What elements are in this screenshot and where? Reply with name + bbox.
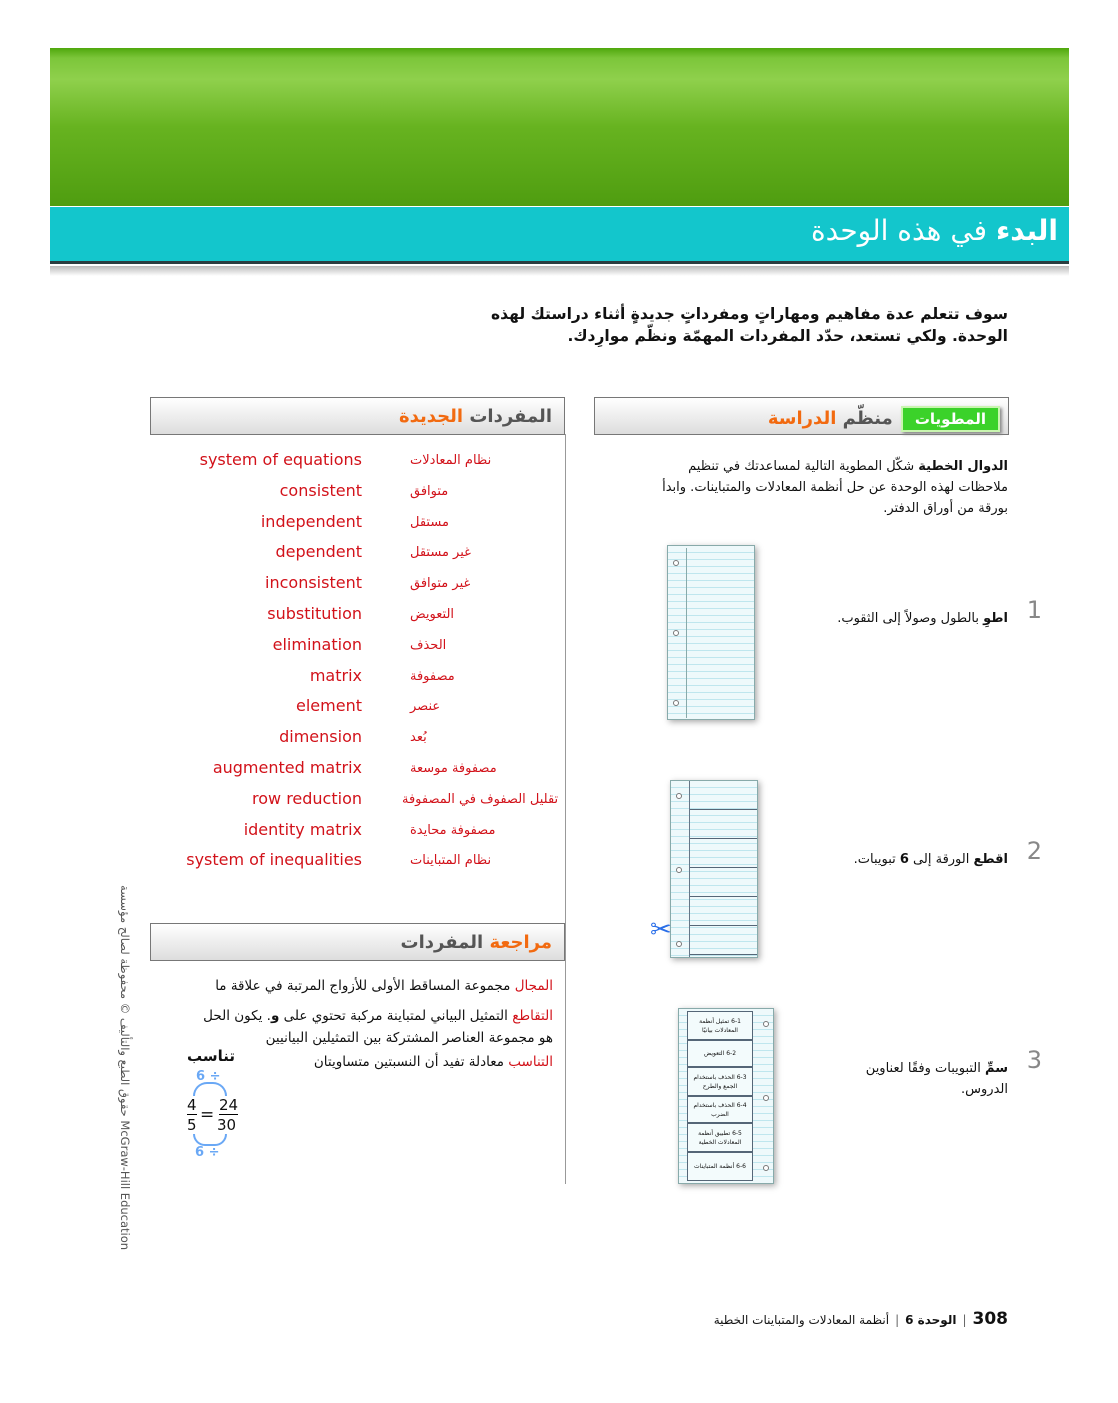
vocab-term-en: element <box>296 696 362 716</box>
vocab-term-ar: التعويض <box>410 607 455 622</box>
cut-paper-illustration <box>670 780 758 958</box>
vocab-term-en: dependent <box>275 542 362 562</box>
vocab-term-en: row reduction <box>252 788 362 808</box>
vocab-term-ar: تقليل الصفوف في المصفوفة <box>402 791 559 807</box>
vocab-term-en: system of equations <box>199 450 362 469</box>
review-item-proportion <box>314 1051 553 1073</box>
vocab-term-en: substitution <box>267 604 362 623</box>
vocab-term-en: augmented matrix <box>212 758 362 777</box>
scissors-icon: ✂ <box>650 915 672 945</box>
hole <box>676 867 682 873</box>
labeled-paper-illustration <box>678 1008 774 1184</box>
step-text: التبويبات وفقًا لعناوين الدروس. <box>865 1061 1008 1097</box>
vocab-title-accent: الجديدة <box>398 406 464 427</box>
tab-label: 6-3 الحذف باستخدام الجمع والطرح <box>687 1067 753 1096</box>
vocab-review-header <box>150 923 565 961</box>
vocab-term-en: identity matrix <box>243 819 362 839</box>
top-arrow-icon <box>193 1082 227 1096</box>
tab-label: 6-6 أنظمة المتباينات <box>687 1152 753 1181</box>
numerator-1: 4 <box>187 1096 197 1114</box>
divider <box>565 434 566 1184</box>
equals-sign: = <box>200 1105 215 1125</box>
hole <box>763 1021 769 1027</box>
vocab-term-en: consistent <box>279 480 362 500</box>
proportion-example <box>185 1068 255 1163</box>
hole <box>676 941 682 947</box>
vocab-term-ar: غير متوافق <box>410 576 471 592</box>
vocab-term-en: elimination <box>272 634 362 654</box>
foldables-badge: المطويات <box>901 406 1000 432</box>
review-term: التناسب <box>508 1054 553 1070</box>
bottom-operation: 6 ÷ <box>195 1145 220 1160</box>
separator: | <box>895 1313 900 1327</box>
intro-text: سوف تتعلم عدة مفاهيم ومهاراتٍ ومفرداتٍ جديدةٍ أثناء دراستك لهذه الوحدة. ولكي تستعد، حدّد المفردات المهمّة ونظّم موارِدك. <box>491 305 1008 345</box>
review-title-accent: مراجعة <box>489 932 552 953</box>
hole <box>763 1165 769 1171</box>
vocab-term-ar: غير مستقل <box>410 545 471 561</box>
step-number: 3 <box>1026 1046 1042 1074</box>
review-definition: معادلة تفيد أن النسبتين متساويتان <box>313 1054 509 1070</box>
page-title <box>811 214 1058 247</box>
vocab-term-ar: الحذف <box>410 637 447 653</box>
vocab-term-en: inconsistent <box>265 573 362 593</box>
vocab-term-ar: مصفوفة موسعة <box>410 761 497 776</box>
numerator-2: 24 <box>219 1096 239 1114</box>
organizer-title: منظّم <box>842 408 893 429</box>
page-number: 308 <box>972 1309 1008 1329</box>
step-text-2: تبويبات. <box>853 852 900 867</box>
step-2 <box>828 837 1042 870</box>
new-vocab-header <box>150 397 565 435</box>
tab-label: 6-4 الحذف باستخدام الضرب <box>687 1096 753 1123</box>
hole <box>676 793 682 799</box>
denominator-2: 30 <box>217 1116 237 1134</box>
example-label: تناسب <box>187 1047 236 1065</box>
vocab-term-ar: نظام المتباينات <box>410 853 492 869</box>
separator: | <box>962 1313 967 1327</box>
step-count: 6 <box>899 852 909 867</box>
hole <box>673 630 679 636</box>
folded-paper-illustration <box>667 545 755 720</box>
desc-text: شكّل المطوية التالية لمساعدتك في تنظيم ملاحظات لهذه الوحدة عن حل أنظمة المعادلات والمتباينات. وابدأ بورقة من أوراق الدفتر. <box>662 459 1008 516</box>
organizer-title-accent: الدراسة <box>767 408 837 429</box>
step-verb: اقطع <box>973 852 1008 867</box>
step-3 <box>828 1046 1042 1100</box>
fold-edge <box>686 548 752 718</box>
vocab-term-en: dimension <box>279 727 362 747</box>
vocab-term-ar: مصفوفة <box>410 668 455 684</box>
step-number: 2 <box>1026 837 1042 865</box>
vocab-term-ar: بُعد <box>410 730 427 746</box>
vocab-title: المفردات <box>469 406 552 427</box>
copyright-side-text: حقوق الطبع والتأليف © محفوظة لصالح مؤسسة McGraw-Hill Education <box>118 885 132 1251</box>
tab-label: 6-2 التعويض <box>687 1040 753 1067</box>
header-green-band <box>50 48 1069 206</box>
vocab-term-en: matrix <box>309 665 362 685</box>
tab-label: 6-5 تطبيق أنظمة المعادلات الخطية <box>687 1123 753 1152</box>
title-rest: في هذه الوحدة <box>810 214 996 247</box>
vocab-term-ar: مستقل <box>410 514 449 530</box>
review-item-intersection <box>203 1005 553 1049</box>
step-verb: سمِّ <box>985 1061 1008 1076</box>
step-1 <box>828 596 1042 629</box>
review-definition-2: . يكون الحل <box>203 1008 271 1024</box>
vocab-term-en: independent <box>260 511 362 531</box>
vocab-term-ar: مصفوفة محايدة <box>410 822 496 838</box>
denominator-1: 5 <box>187 1116 197 1134</box>
step-number: 1 <box>1026 596 1042 624</box>
step-verb: اطوِ <box>983 611 1008 626</box>
hole <box>673 560 679 566</box>
review-title: المفردات <box>400 932 484 953</box>
chapter-title: أنظمة المعادلات والمتباينات الخطية <box>713 1313 890 1327</box>
page-footer <box>714 1309 1008 1329</box>
study-organizer-header <box>594 397 1009 435</box>
cut-tabs <box>689 781 757 957</box>
vocab-term-ar: متوافق <box>410 483 449 499</box>
foldable-description <box>648 456 1008 519</box>
review-bold: و <box>270 1008 280 1024</box>
review-item-domain <box>215 975 553 997</box>
header-shadow <box>50 266 1069 276</box>
review-term: التقاطع <box>512 1008 553 1024</box>
review-term: المجال <box>514 978 553 994</box>
desc-bold: الدوال الخطية <box>918 459 1008 474</box>
review-definition-3: هو مجموعة العناصر المشتركة بين التمثيلين البيانيين <box>265 1030 553 1046</box>
step-text: الورقة إلى <box>908 852 974 867</box>
unit-label: الوحدة 6 <box>905 1313 957 1327</box>
hole <box>673 700 679 706</box>
vocab-term-ar: نظام المعادلات <box>410 453 492 468</box>
vocab-term-en: system of inequalities <box>186 850 362 870</box>
tab-label: 6-1 تمثيل أنظمة المعادلات بيانيًا <box>687 1011 753 1040</box>
top-operation: 6 ÷ <box>196 1069 221 1084</box>
hole <box>763 1095 769 1101</box>
step-text: بالطول وصولاً إلى الثقوب. <box>837 611 984 626</box>
review-definition: مجموعة المساقط الأولى للأزواج المرتبة في علاقة ما <box>215 978 515 994</box>
title-bold: البدء <box>995 214 1058 247</box>
review-definition: التمثيل البياني لمتباينة مركبة تحتوي على <box>279 1008 513 1024</box>
vocab-term-ar: عنصر <box>410 699 441 715</box>
